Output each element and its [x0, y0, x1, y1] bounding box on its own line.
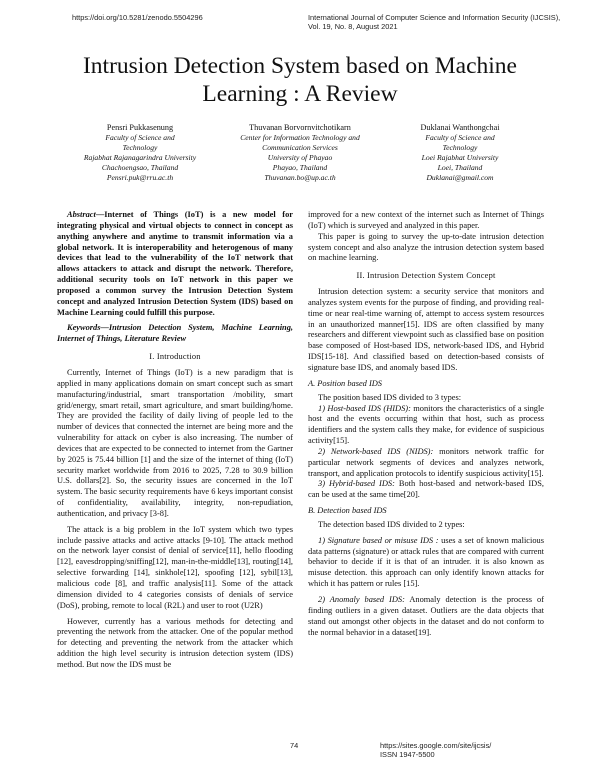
author-institution: Loei Rajabhat University [421, 153, 499, 162]
author-name: Pensri Pukkasenung [106, 123, 174, 132]
author-block-3 [375, 123, 545, 183]
author-location: Chachoengsao, Thailand [101, 163, 179, 172]
list-item [308, 404, 544, 447]
journal-name: International Journal of Computer Science and Information Security (IJCSIS), [308, 13, 561, 22]
author-email[interactable]: Pensri.puk@rru.ac.th [106, 173, 174, 182]
list-item [308, 479, 544, 501]
right-column [308, 210, 544, 638]
author-block-2 [215, 123, 385, 183]
subsection-heading-detection: B. Detection based IDS [308, 506, 387, 516]
item-label: 2) Network-based IDS (NIDS): [318, 446, 434, 456]
author-name: Thuvanan Borvornvitchotikarn [249, 123, 351, 132]
author-email[interactable]: Duklanai@gmail.com [426, 173, 494, 182]
author-email[interactable]: Thuvanan.bo@up.ac.th [264, 173, 336, 182]
paper-title [40, 52, 560, 108]
paragraph: The detection based IDS divided to 2 types: [318, 519, 465, 529]
abstract-text: —Internet of Things (IoT) is a new model for integrating physical and virtual objects to connect in concept as anything anywhere and anytime to transmit information via a global network. It is interoperability and heterogenous of many devices that lead to the vulnerability of the IoT network that allows attackers to attack and disrupt the network. Therefore, additional security tools on IoT network in this paper we proposed a common survey the Intrusion Detection System concept and analyzed Intrusion Detection System (IDS) based on Machine Learning could fulfill this purpose. [57, 210, 293, 317]
author-location: Phayao, Thailand [272, 163, 328, 172]
journal-site-link[interactable]: https://sites.google.com/site/ijcsis/ [380, 741, 492, 750]
author-affiliation: Faculty of Science and [425, 133, 495, 142]
author-affiliation: Technology [442, 143, 478, 152]
author-affiliation: Technology [122, 143, 158, 152]
author-affiliation: Center for Information Technology and [240, 133, 360, 142]
abstract-label: Abstract [67, 210, 96, 219]
paragraph: Intrusion detection system: a security service that monitors and analyzes system events for the purpose of finding, and providing real-time or near real-time warning of, attempt to access system resources in an unauthorized manner[15]. IDS are often classified by many researchers and different viewpoint such as classified base on position base composed of Host-based IDS, network-based IDS, and Hybrid IDS[15-18]. And classified based on detection-based consists of signature base IDS, and anomaly based IDS. [308, 287, 544, 372]
item-text: monitors the characteristics of a single host and the events occurring within that host, such as process identifiers and the system calls they make, for evidence of suspicious activity[15]. [308, 403, 544, 446]
section-heading-ids-concept: II. Intrusion Detection System Concept [356, 271, 496, 281]
paragraph: The attack is a big problem in the IoT system which two types include passive attacks and active attacks [9-10]. The attack method on the network layer consist of denial of service[11], hello flooding [12], eavesdropping/sniffing[12], man-in-the-middle[13], routing[14], selective forwarding [14], sinkhole[12], spoofing [12], sybil[13], malicious code [8], and traffic analysis[11]. Some of the attack dimension divided to 4 categories consists of denials of service (DoS), probing, remote to local (R2L) and user to root (U2R) [57, 524, 293, 610]
keywords-label: Keywords [67, 323, 101, 333]
list-item [308, 595, 544, 638]
doi-link[interactable]: https://doi.org/10.5281/zenodo.5504296 [72, 13, 203, 22]
section-heading-introduction: I. Introduction [149, 352, 201, 362]
author-affiliation: Communication Services [262, 143, 338, 152]
item-text: monitors network traffic for particular network segments of devices and analyzes network, transport, and application protocols to identify suspicious activity[15]. [308, 446, 544, 478]
abstract [57, 210, 293, 318]
left-column [57, 210, 293, 671]
item-text: Both host-based and network-based IDS, can be used at the same time[20]. [308, 479, 544, 500]
title-line-2: Learning : A Review [202, 81, 398, 107]
issn: ISSN 1947-5500 [380, 750, 435, 759]
keywords [57, 323, 293, 345]
list-item [308, 447, 544, 480]
author-institution: University of Phayao [267, 153, 333, 162]
paragraph: This paper is going to survey the up-to-date intrusion detection system concept and also analyze the intrusion detection system based on machine learning. [308, 231, 544, 263]
paragraph: However, currently has a various methods for detecting and preventing the network from the attacker. One of the popular method for detecting and preventing the network from the attacker which addition the high level security is intrusion detection system (IDS) method. But now the IDS must be [57, 616, 293, 669]
page-number: 74 [290, 741, 299, 750]
item-label: 2) Anomaly based IDS: [318, 595, 405, 604]
item-label: 1) Signature based or misuse IDS : [318, 535, 439, 545]
title-line-1: Intrusion Detection System based on Machine [82, 53, 517, 79]
journal-volume: Vol. 19, No. 8, August 2021 [308, 22, 398, 31]
list-item [308, 536, 544, 590]
author-institution: Rajabhat Rajanagarindra University [83, 153, 197, 162]
item-label: 3) Hybrid-based IDS: [318, 479, 395, 489]
paragraph: Currently, Internet of Things (IoT) is a new paradigm that is applied in many applications domain on smart concept such as smart manufacturing/industrial, smart transportation /mobility, smart grid/energy, smart retail, smart agriculture, and smart building/home. They are provided the facility of daily living of people led to the number of devices that connected the internet are being more and the vulnerability for attack on cyber is also increasing. The number of devices that are expected to be connected to internet from the Gartner by 2025 is 75.44 billion [1] and the size of the internet of thing (IoT) security market worldwide from 2016 to 2025, 7.28 to 30.9 billion U.S. dollars[2]. So, the security issues are concerned in the IoT system. The basic security requirements have 6 keys important consist of confidentiality, availability, integrity, non-repudiation, authentication, and privacy [3-8]. [57, 367, 293, 518]
keywords-text: —Intrusion Detection System, Machine Learning, Internet of Things, Literature Review [57, 323, 293, 344]
item-text: Anomaly detection is the process of finding outliers in a given dataset. Outliers are the data objects that stand out amongst other objects in the dataset and do not conform to the normal behavior in a dataset[19]. [308, 595, 544, 637]
author-location: Loei, Thailand [437, 163, 483, 172]
paragraph: improved for a new context of the internet such as Internet of Things (IoT) which is surveyed and analyzed in this paper. [308, 210, 544, 230]
author-block-1 [55, 123, 225, 183]
item-label: 1) Host-based IDS (HIDS): [318, 403, 411, 413]
paragraph: The position based IDS divided to 3 types: [318, 392, 462, 402]
item-text: uses a set of known malicious data patterns (signature) or attack rules that are compared with current behavior to decide if it is that of an intruder. it is also known as misuse detection. this approach can only identify known attacks for which it has pattern or rules [15]. [308, 535, 544, 589]
author-affiliation: Faculty of Science and [105, 133, 175, 142]
subsection-heading-position: A. Position based IDS [308, 378, 382, 388]
author-name: Duklanai Wanthongchai [420, 123, 500, 132]
